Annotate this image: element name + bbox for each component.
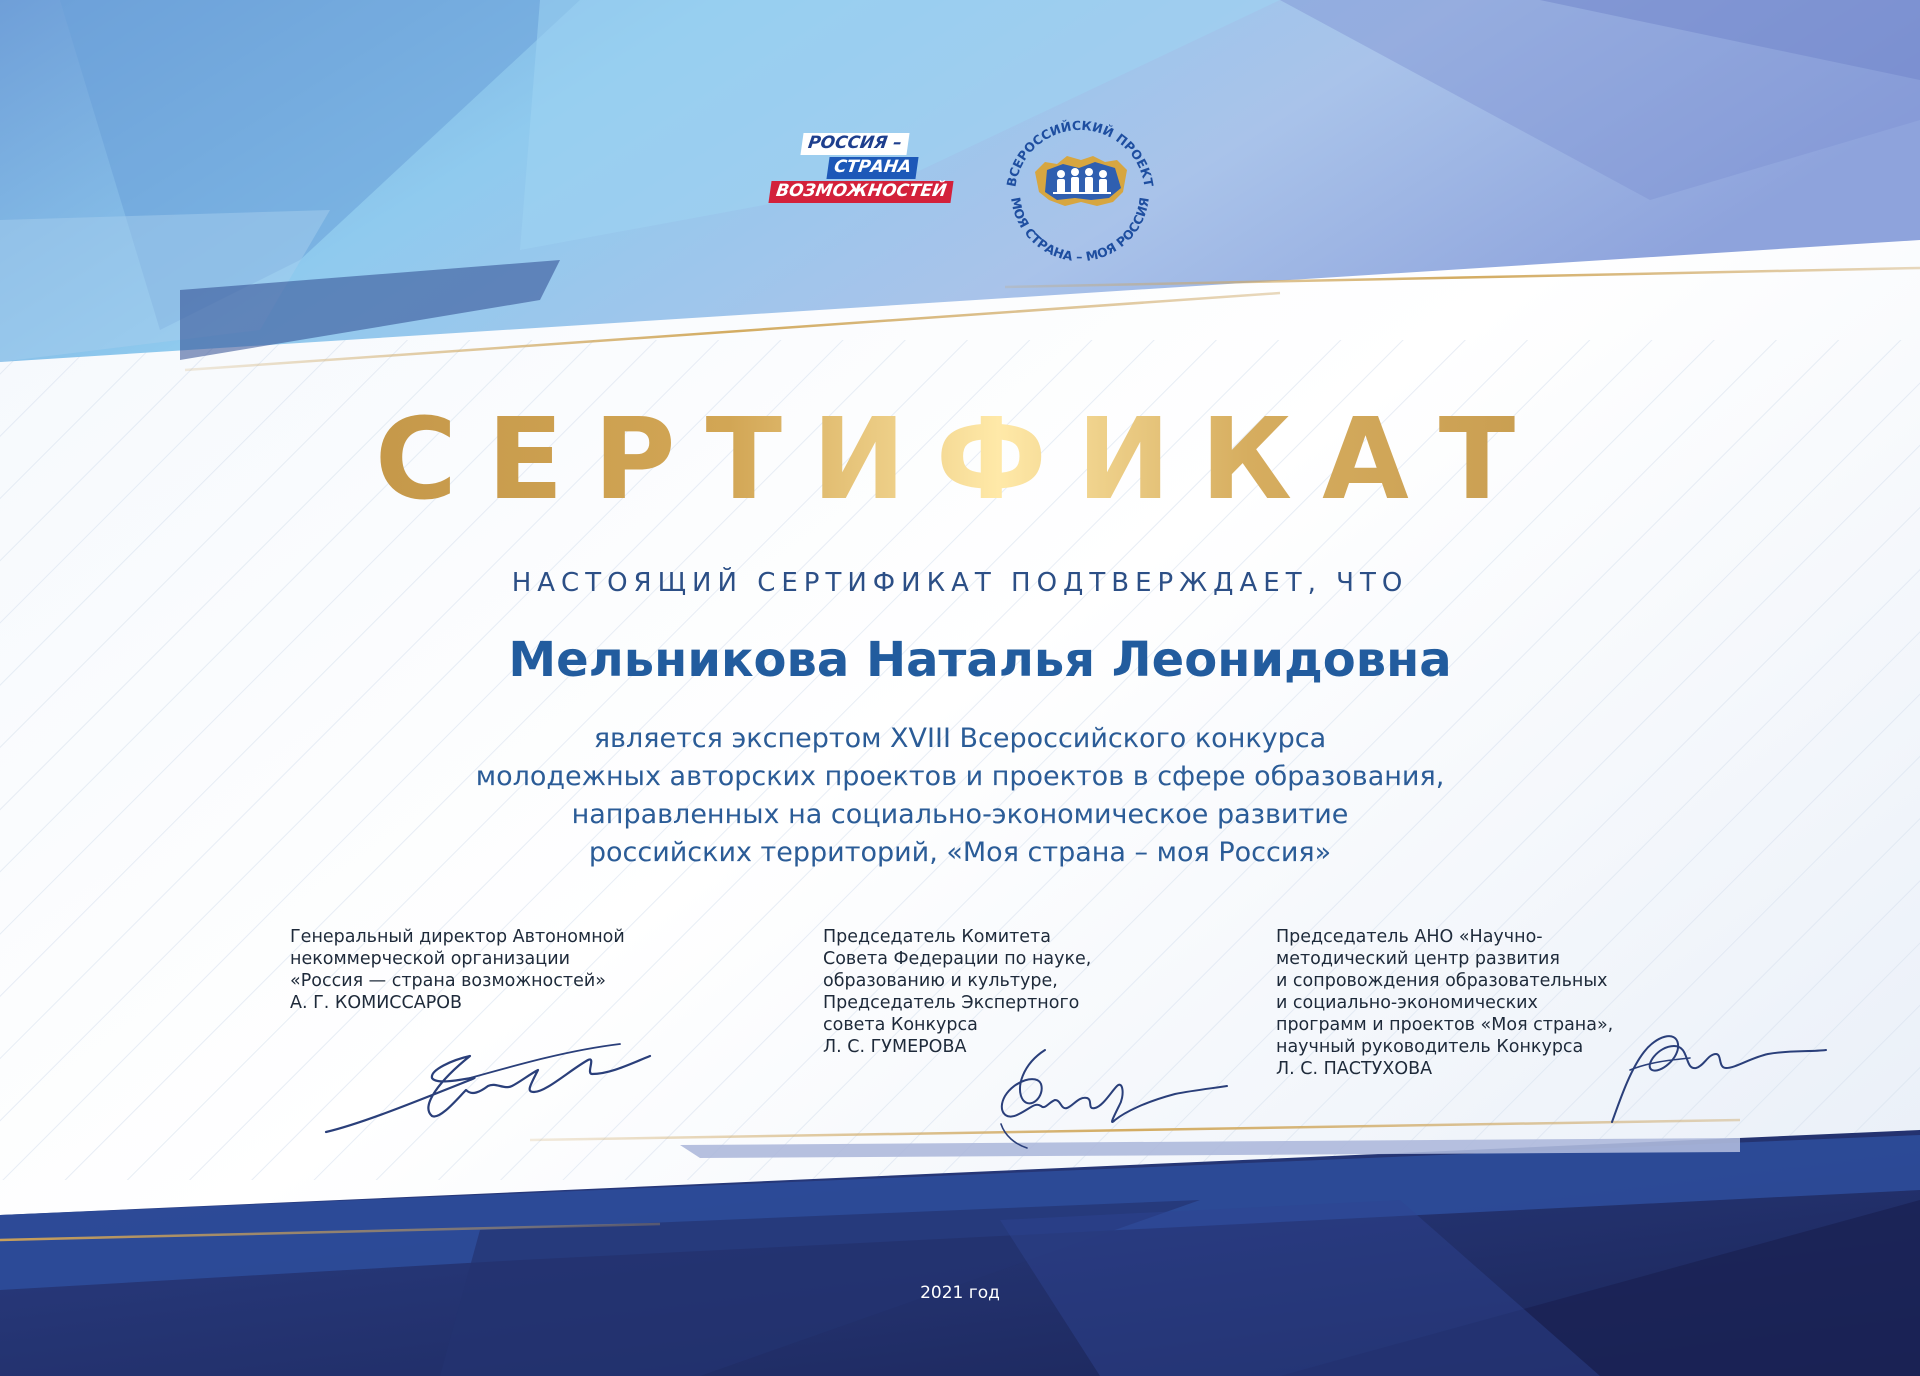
people-map-icon xyxy=(1035,156,1127,206)
rsv-logo-line-3: ВОЗМОЖНОСТЕЙ xyxy=(768,181,953,203)
signatory-1-name: А. Г. КОМИССАРОВ xyxy=(290,993,463,1013)
recipient-name: Мельникова Наталья Леонидовна xyxy=(508,632,1452,688)
signatory-2-line: Председатель Комитета xyxy=(823,927,1051,947)
certificate-body xyxy=(360,720,1560,872)
signatory-3-line: научный руководитель Конкурса xyxy=(1276,1037,1584,1057)
signatory-1-line: «Россия — страна возможностей» xyxy=(290,971,606,991)
rsv-logo-line-2: СТРАНА xyxy=(826,157,918,179)
signature-komissarov xyxy=(320,1020,660,1140)
project-emblem xyxy=(995,100,1165,270)
signatory-3-line: Председатель АНО «Научно- xyxy=(1276,927,1543,947)
signatory-3-line: программ и проектов «Моя страна», xyxy=(1276,1015,1614,1035)
signatory-block-1 xyxy=(290,926,625,1014)
certificate-year: 2021 год xyxy=(920,1283,1000,1303)
rsv-logo xyxy=(770,133,960,207)
signature-pastukhova xyxy=(1600,1010,1830,1130)
certificate-title: СЕРТИФИКАТ xyxy=(0,395,1920,525)
signatory-3-name: Л. С. ПАСТУХОВА xyxy=(1276,1059,1433,1079)
signatory-2-line: образованию и культуре, xyxy=(823,971,1058,991)
signatory-3-line: методический центр развития xyxy=(1276,949,1560,969)
signatory-1-line: Генеральный директор Автономной xyxy=(290,927,625,947)
signatory-2-name: Л. С. ГУМЕРОВА xyxy=(823,1037,967,1057)
emblem-bottom-arc-text: МОЯ СТРАНА – МОЯ РОССИЯ xyxy=(1008,196,1152,265)
body-line: направленных на социально-экономическое развитие xyxy=(571,799,1349,830)
signatory-block-2 xyxy=(823,926,1091,1058)
signatory-3-line: и социально-экономических xyxy=(1276,993,1538,1013)
body-line: является экспертом XVIII Всероссийского конкурса xyxy=(593,723,1327,754)
certificate-subtitle: НАСТОЯЩИЙ СЕРТИФИКАТ ПОДТВЕРЖДАЕТ, ЧТО xyxy=(511,568,1409,598)
body-line: молодежных авторских проектов и проектов в сфере образования, xyxy=(475,761,1445,792)
signatory-3-line: и сопровождения образовательных xyxy=(1276,971,1608,991)
signatory-1-line: некоммерческой организации xyxy=(290,949,570,969)
signatory-block-3 xyxy=(1276,926,1613,1080)
signatory-2-line: совета Конкурса xyxy=(823,1015,978,1035)
emblem-top-arc-text: ВСЕРОССИЙСКИЙ ПРОЕКТ xyxy=(1003,117,1157,188)
signature-gumerova xyxy=(975,1040,1235,1160)
body-line: российских территорий, «Моя страна – моя Россия» xyxy=(588,837,1332,868)
signatory-2-line: Совета Федерации по науке, xyxy=(823,949,1092,969)
signatory-2-line: Председатель Экспертного xyxy=(823,993,1080,1013)
rsv-logo-line-1: РОССИЯ – xyxy=(800,133,909,155)
